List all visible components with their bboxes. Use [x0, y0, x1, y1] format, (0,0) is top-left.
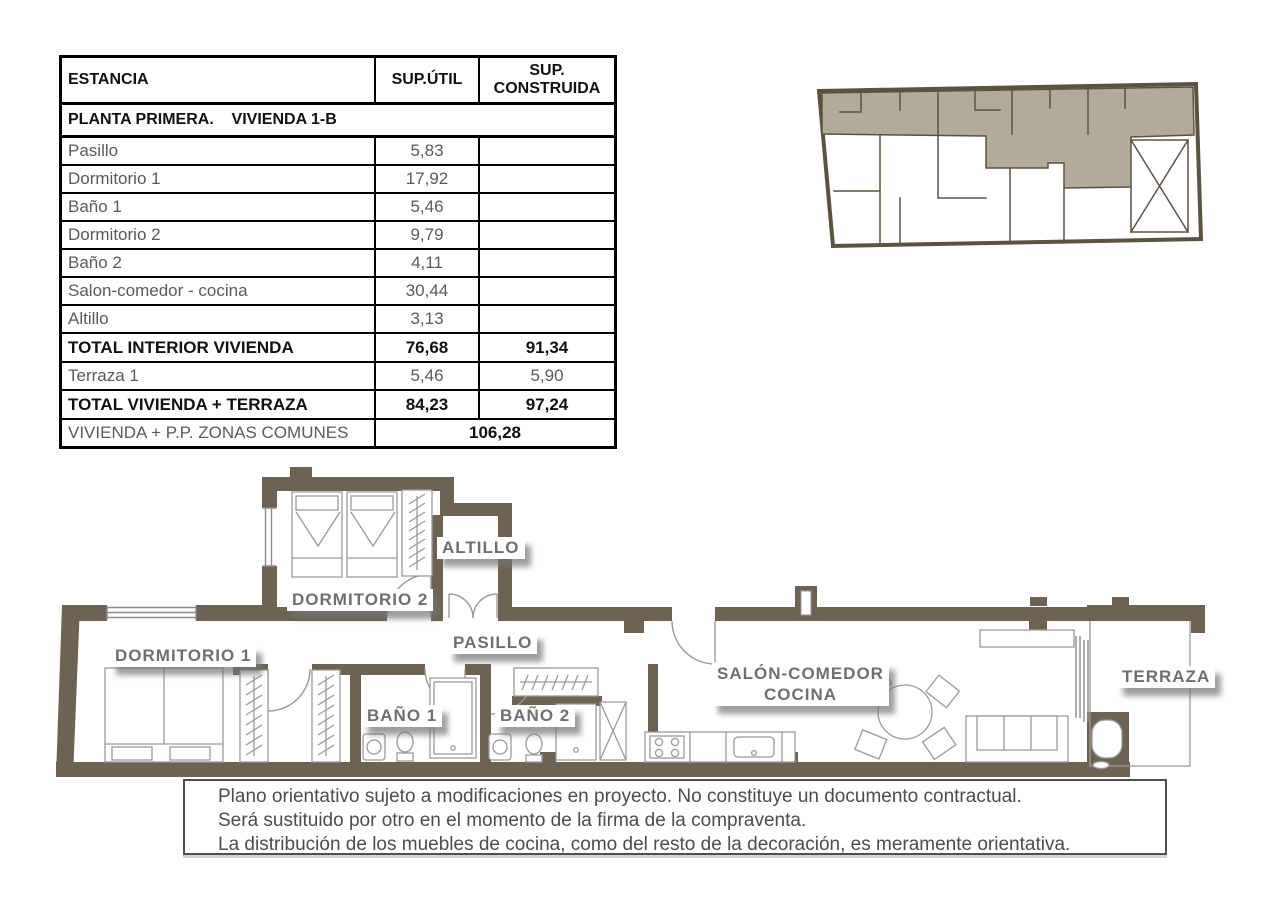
wardrobe-2 [312, 670, 340, 762]
wardrobe-dormitorio2 [402, 490, 432, 576]
table-row: Dormitorio 1 17,92 [61, 165, 616, 193]
section-title: PLANTA PRIMERA. VIVIENDA 1-B [61, 104, 616, 137]
closet-hangers [514, 668, 598, 696]
header-sup-construida: SUP. CONSTRUIDA [479, 57, 616, 104]
tv-unit [980, 630, 1074, 647]
room-label-salon [712, 662, 889, 706]
room-label-terraza: TERRAZA [1117, 666, 1215, 688]
key-plan [819, 84, 1201, 246]
room-label-altillo: ALTILLO [437, 537, 525, 559]
furniture [105, 490, 1190, 769]
header-sup-util: SUP.ÚTIL [375, 57, 479, 104]
salon-label-line2: COCINA [763, 685, 837, 704]
disclaimer-line3: La distribución de los muebles de cocina, como del resto de la decoración, es meramente orientativa. [218, 834, 1071, 855]
disclaimer-line2: Será sustituido por otro en el momento de la firma de la compraventa. [218, 810, 807, 831]
vent-duct [801, 591, 811, 615]
closet-crossed [600, 702, 626, 760]
disclaimer-line1: Plano orientativo sujeto a modificaciones en proyecto. No constituye un documento contractual. [218, 786, 1022, 807]
header-estancia: ESTANCIA [61, 57, 376, 104]
table-row: Pasillo 5,83 [61, 137, 616, 166]
bed-dormitorio1 [105, 668, 223, 762]
bed-dormitorio2 [292, 492, 397, 577]
key-plan-patio [1131, 140, 1188, 232]
room-label-bano2: BAÑO 2 [495, 705, 575, 727]
wardrobe-1 [240, 670, 268, 762]
table-row: Baño 1 5,46 [61, 193, 616, 221]
room-label-bano1: BAÑO 1 [362, 705, 442, 727]
table-row: Dormitorio 2 9,79 [61, 221, 616, 249]
zonas-comunes-row: VIVIENDA + P.P. ZONAS COMUNES 106,28 [61, 419, 616, 448]
floor-plan [56, 467, 1205, 777]
room-label-dormitorio2: DORMITORIO 2 [287, 589, 433, 611]
section-title-row [61, 104, 616, 137]
table-row: Baño 2 4,11 [61, 249, 616, 277]
room-label-pasillo: PASILLO [448, 632, 537, 654]
total-interior-row: TOTAL INTERIOR VIVIENDA 76,68 91,34 [61, 333, 616, 362]
table-header-row [61, 57, 616, 104]
terraza-appliance [1092, 720, 1122, 758]
sofa [966, 716, 1068, 762]
salon-label-line1: SALÓN-COMEDOR [717, 664, 884, 683]
terraza-row: Terraza 1 5,46 5,90 [61, 362, 616, 390]
surface-area-table [59, 55, 617, 449]
total-vivienda-row: TOTAL VIVIENDA + TERRAZA 84,23 97,24 [61, 390, 616, 419]
table-row: Salon-comedor - cocina 30,44 [61, 277, 616, 305]
kitchen-counter [645, 732, 795, 762]
room-label-dormitorio1: DORMITORIO 1 [110, 645, 256, 667]
table-row: Altillo 3,13 [61, 305, 616, 333]
disclaimer-box [183, 779, 1167, 855]
